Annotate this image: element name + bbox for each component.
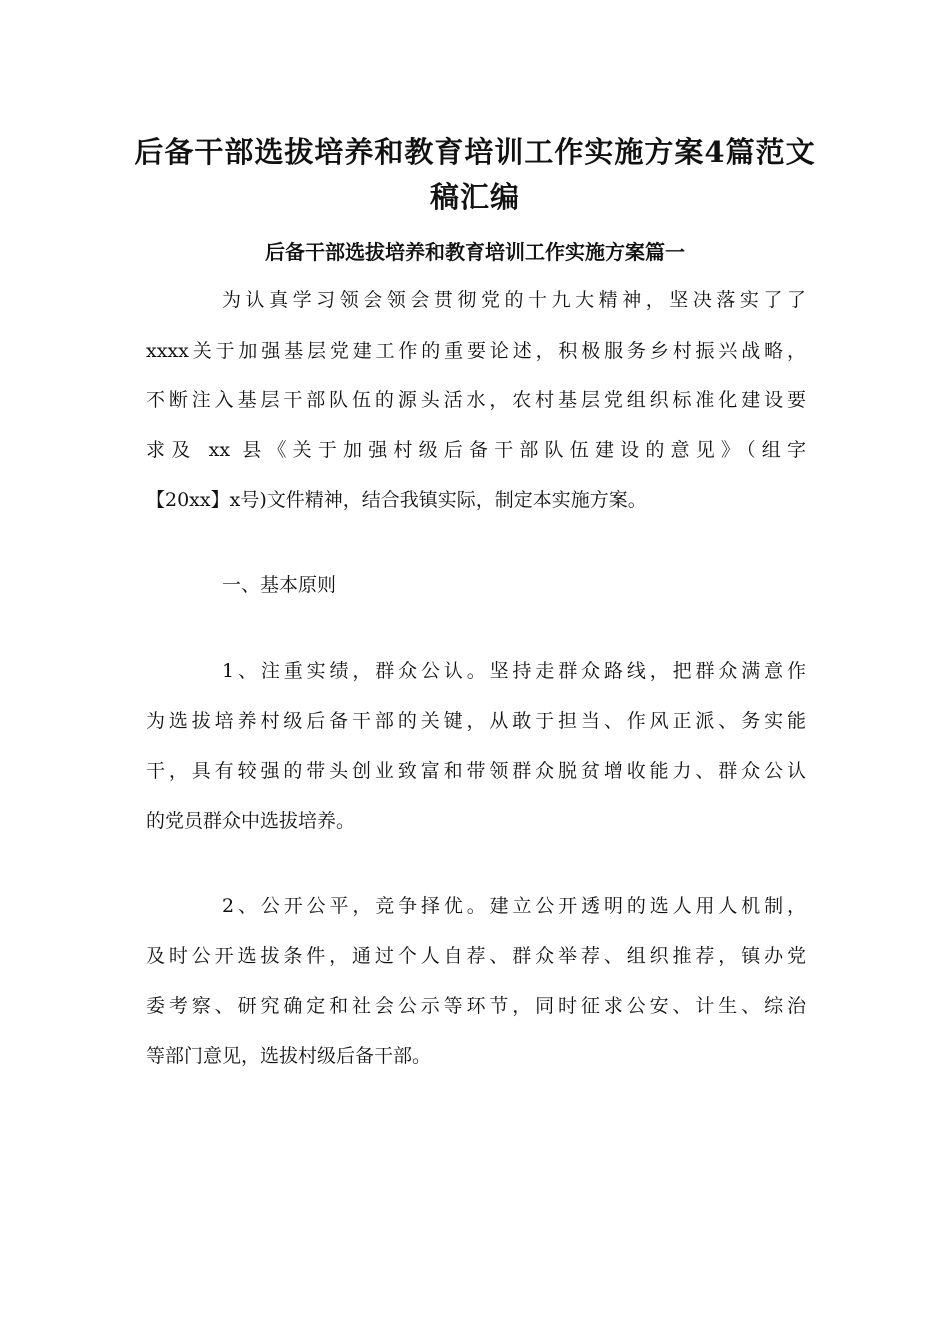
intro-line-3: 不断注入基层干部队伍的源头活水，农村基层党组织标准化建设要 — [146, 389, 806, 411]
document-title — [120, 130, 830, 220]
intro-line-1: 为认真学习领会领会贯彻党的十九大精神，坚决落实了了 — [222, 289, 806, 311]
principle-2-line-1: 2、公开公平，竞争择优。建立公开透明的选人用人机制， — [222, 895, 806, 917]
section-title: 后备干部选拔培养和教育培训工作实施方案篇一 — [265, 240, 685, 264]
principle-2-line-2: 及时公开选拔条件，通过个人自荐、群众举荐、组织推荐，镇办党 — [146, 945, 806, 967]
document-title-line-2: 稿汇编 — [429, 180, 520, 214]
principle-2-line-4: 等部门意见，选拔村级后备干部。 — [146, 1045, 432, 1067]
intro-line-4: 求及 xx 县《关于加强村级后备干部队伍建设的意见》（组字 — [146, 439, 806, 461]
principle-1-line-1: 1、注重实绩，群众公认。坚持走群众路线，把群众满意作 — [222, 660, 806, 682]
principle-1-line-2: 为选拔培养村级后备干部的关键，从敢于担当、作风正派、务实能 — [146, 710, 806, 732]
intro-line-2: xxxx关于加强基层党建工作的重要论述，积极服务乡村振兴战略， — [146, 340, 806, 362]
intro-line-5: 【20xx】x号)文件精神，结合我镇实际，制定本实施方案。 — [146, 489, 647, 511]
principle-2-line-3: 委考察、研究确定和社会公示等环节，同时征求公安、计生、综治 — [146, 995, 806, 1017]
heading-basic-principles: 一、基本原则 — [222, 574, 337, 596]
principle-1-line-3: 干，具有较强的带头创业致富和带领群众脱贫增收能力、群众公认 — [146, 760, 806, 782]
principle-1-line-4: 的党员群众中选拔培养。 — [146, 810, 356, 832]
document-title-line-1: 后备干部选拔培养和教育培训工作实施方案4篇范文 — [134, 135, 816, 169]
